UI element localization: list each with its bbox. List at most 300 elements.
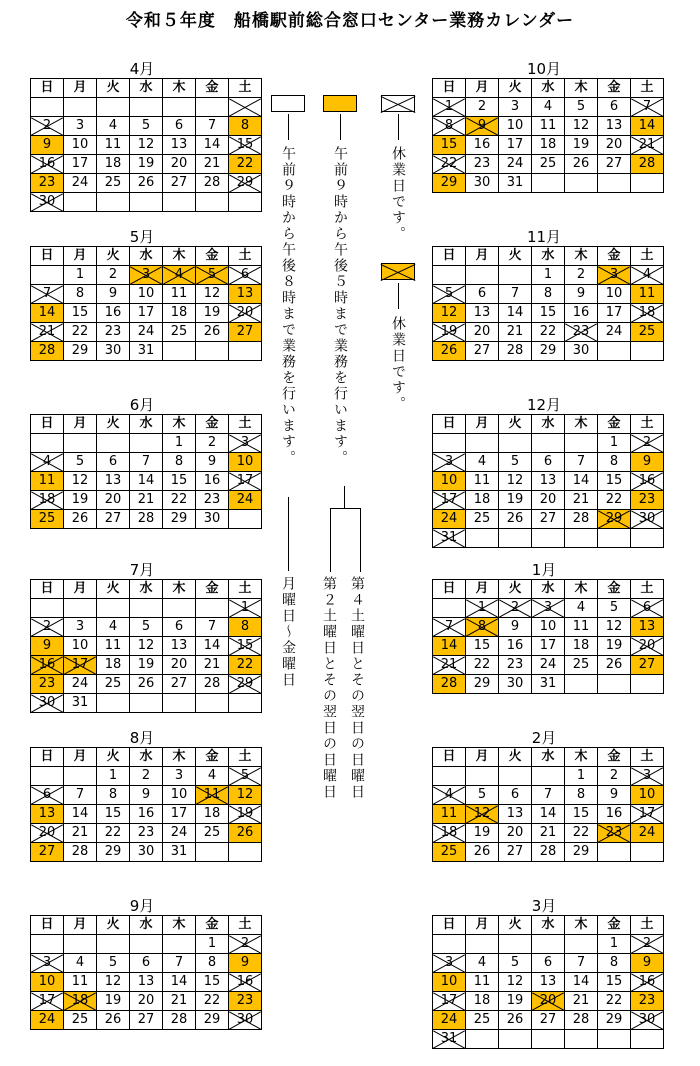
day-cell: 13: [532, 472, 565, 491]
weekday-header: 日: [433, 748, 466, 767]
weekday-header: 月: [466, 79, 499, 98]
day-cell: 19: [97, 992, 130, 1011]
day-cell: 26: [565, 155, 598, 174]
day-cell: 10: [229, 453, 262, 472]
month-table: [432, 414, 664, 548]
day-cell: 3: [64, 618, 97, 637]
day-cell: 24: [433, 1011, 466, 1030]
weekday-header: 月: [466, 916, 499, 935]
weekday-header: 日: [31, 79, 64, 98]
day-cell: 11: [532, 117, 565, 136]
week-row: [31, 767, 262, 786]
day-cell: 6: [598, 98, 631, 117]
day-cell: [31, 266, 64, 285]
white-days-text: 月曜日～金曜日: [280, 576, 296, 688]
month-table: [30, 579, 262, 713]
weekday-header: 日: [433, 916, 466, 935]
weekday-header-row: [31, 580, 262, 599]
day-cell: [163, 694, 196, 713]
day-cell: 13: [229, 285, 262, 304]
day-cell: 24: [499, 155, 532, 174]
day-cell: 20: [97, 491, 130, 510]
day-cell: 15: [466, 637, 499, 656]
weekday-header: 月: [64, 415, 97, 434]
day-cell: 8: [97, 786, 130, 805]
day-cell: 31: [64, 694, 97, 713]
day-cell: 23: [499, 656, 532, 675]
day-cell: 13: [466, 304, 499, 323]
day-cell: [631, 843, 664, 862]
day-cell: 22: [598, 992, 631, 1011]
weekday-header: 土: [229, 79, 262, 98]
day-cell: 7: [631, 98, 664, 117]
weekday-header: 火: [97, 415, 130, 434]
day-cell: 6: [466, 285, 499, 304]
day-cell: [229, 694, 262, 713]
weekday-header-row: [433, 580, 664, 599]
day-cell: [466, 434, 499, 453]
month-calendar: [30, 228, 254, 361]
day-cell: 26: [64, 510, 97, 529]
weekday-header: 木: [565, 748, 598, 767]
month-title: 11月: [526, 228, 562, 246]
day-cell: 20: [598, 136, 631, 155]
day-cell: [433, 935, 466, 954]
day-cell: 12: [64, 472, 97, 491]
day-cell: 29: [229, 675, 262, 694]
day-cell: [64, 98, 97, 117]
weekday-header: 水: [130, 247, 163, 266]
day-cell: 28: [565, 510, 598, 529]
day-cell: 12: [97, 973, 130, 992]
day-cell: 30: [31, 694, 64, 713]
legend-closed-orange-line: [398, 283, 399, 309]
day-cell: [598, 843, 631, 862]
weekday-header: 木: [565, 916, 598, 935]
day-cell: 1: [196, 935, 229, 954]
day-cell: 8: [433, 117, 466, 136]
day-cell: 16: [31, 155, 64, 174]
month-title: 4月: [129, 60, 155, 78]
day-cell: 29: [97, 843, 130, 862]
weekday-header-row: [433, 415, 664, 434]
day-cell: 21: [31, 323, 64, 342]
week-row: [31, 136, 262, 155]
day-cell: 24: [64, 174, 97, 193]
day-cell: 3: [631, 767, 664, 786]
day-cell: 13: [31, 805, 64, 824]
day-cell: 12: [196, 285, 229, 304]
weekday-header-row: [31, 916, 262, 935]
day-cell: [196, 843, 229, 862]
orange-days-text-4: 第４土曜日とその翌日の日曜日: [349, 576, 365, 800]
day-cell: 1: [163, 434, 196, 453]
day-cell: 3: [532, 599, 565, 618]
week-row: [31, 304, 262, 323]
day-cell: 19: [130, 656, 163, 675]
day-cell: [64, 599, 97, 618]
day-cell: 27: [532, 1011, 565, 1030]
day-cell: 17: [130, 304, 163, 323]
legend-orange-text: 午前９時から午後５時まで業務を行います。: [332, 146, 348, 466]
weekday-header: 火: [499, 79, 532, 98]
week-row: [433, 767, 664, 786]
day-cell: 16: [229, 973, 262, 992]
day-cell: 19: [196, 304, 229, 323]
legend-white-box: [271, 95, 305, 112]
day-cell: 31: [130, 342, 163, 361]
day-cell: 24: [631, 824, 664, 843]
day-cell: [196, 342, 229, 361]
month-table: [30, 78, 262, 212]
week-row: [433, 174, 664, 193]
day-cell: 20: [532, 491, 565, 510]
day-cell: 14: [565, 472, 598, 491]
day-cell: 3: [499, 98, 532, 117]
day-cell: 22: [196, 992, 229, 1011]
week-row: [433, 992, 664, 1011]
day-cell: [163, 98, 196, 117]
week-row: [433, 434, 664, 453]
day-cell: 5: [466, 786, 499, 805]
day-cell: 16: [499, 637, 532, 656]
day-cell: 25: [196, 824, 229, 843]
day-cell: 21: [64, 824, 97, 843]
day-cell: 29: [565, 843, 598, 862]
week-row: [31, 434, 262, 453]
day-cell: 25: [565, 656, 598, 675]
day-cell: 13: [631, 618, 664, 637]
day-cell: [598, 174, 631, 193]
day-cell: 27: [130, 1011, 163, 1030]
day-cell: 14: [433, 637, 466, 656]
week-row: [31, 599, 262, 618]
day-cell: 22: [163, 491, 196, 510]
week-row: [31, 954, 262, 973]
day-cell: [130, 98, 163, 117]
day-cell: [631, 675, 664, 694]
day-cell: [196, 694, 229, 713]
orange-days-line: [344, 486, 345, 508]
day-cell: 27: [598, 155, 631, 174]
weekday-header: 火: [97, 79, 130, 98]
weekday-header: 土: [631, 748, 664, 767]
day-cell: 2: [499, 599, 532, 618]
day-cell: 30: [31, 193, 64, 212]
day-cell: 21: [565, 491, 598, 510]
weekday-header-row: [433, 916, 664, 935]
day-cell: [31, 935, 64, 954]
day-cell: 3: [229, 434, 262, 453]
day-cell: 2: [196, 434, 229, 453]
day-cell: 6: [130, 954, 163, 973]
weekday-header: 月: [466, 748, 499, 767]
weekday-header: 水: [532, 79, 565, 98]
day-cell: 7: [196, 117, 229, 136]
day-cell: 20: [532, 992, 565, 1011]
day-cell: 2: [31, 117, 64, 136]
day-cell: [565, 1030, 598, 1049]
day-cell: 6: [229, 266, 262, 285]
weekday-header: 日: [433, 415, 466, 434]
day-cell: 29: [532, 342, 565, 361]
day-cell: 15: [532, 304, 565, 323]
weekday-header: 木: [565, 247, 598, 266]
day-cell: [97, 434, 130, 453]
weekday-header: 金: [598, 748, 631, 767]
week-row: [433, 510, 664, 529]
day-cell: 30: [466, 174, 499, 193]
weekday-header: 月: [64, 580, 97, 599]
weekday-header: 金: [196, 247, 229, 266]
day-cell: 23: [196, 491, 229, 510]
weekday-header: 月: [64, 79, 97, 98]
day-cell: [163, 935, 196, 954]
day-cell: 4: [565, 599, 598, 618]
week-row: [31, 656, 262, 675]
weekday-header: 金: [598, 79, 631, 98]
week-row: [31, 193, 262, 212]
day-cell: 22: [97, 824, 130, 843]
day-cell: 9: [466, 117, 499, 136]
day-cell: 5: [598, 599, 631, 618]
week-row: [31, 973, 262, 992]
weekday-header: 水: [532, 916, 565, 935]
day-cell: 16: [631, 472, 664, 491]
day-cell: 15: [163, 472, 196, 491]
week-row: [31, 285, 262, 304]
day-cell: [565, 529, 598, 548]
orange-days-line-4: [360, 508, 361, 572]
day-cell: 3: [130, 266, 163, 285]
day-cell: 30: [631, 510, 664, 529]
day-cell: 27: [31, 843, 64, 862]
day-cell: [196, 599, 229, 618]
day-cell: 14: [31, 304, 64, 323]
day-cell: 1: [565, 767, 598, 786]
weekday-header: 日: [31, 247, 64, 266]
day-cell: 15: [598, 472, 631, 491]
day-cell: [466, 935, 499, 954]
day-cell: 18: [631, 304, 664, 323]
day-cell: [31, 767, 64, 786]
day-cell: 22: [532, 323, 565, 342]
day-cell: 19: [565, 136, 598, 155]
month-title: 10月: [526, 60, 562, 78]
month-table: [432, 747, 664, 862]
day-cell: 19: [598, 637, 631, 656]
day-cell: 8: [532, 285, 565, 304]
day-cell: 10: [433, 973, 466, 992]
month-title: 8月: [129, 729, 155, 747]
month-calendar: [432, 396, 656, 548]
day-cell: 23: [598, 824, 631, 843]
day-cell: [229, 510, 262, 529]
day-cell: 29: [433, 174, 466, 193]
day-cell: 16: [466, 136, 499, 155]
week-row: [31, 824, 262, 843]
day-cell: 5: [130, 117, 163, 136]
day-cell: [499, 529, 532, 548]
day-cell: 21: [130, 491, 163, 510]
day-cell: 6: [631, 599, 664, 618]
day-cell: 9: [229, 954, 262, 973]
week-row: [31, 1011, 262, 1030]
day-cell: [532, 935, 565, 954]
day-cell: 16: [196, 472, 229, 491]
day-cell: [499, 434, 532, 453]
day-cell: 12: [499, 973, 532, 992]
legend-closed-line: [398, 114, 399, 140]
day-cell: 14: [163, 973, 196, 992]
weekday-header: 土: [229, 415, 262, 434]
weekday-header: 火: [97, 916, 130, 935]
month-calendar: [30, 396, 254, 529]
month-calendar: [30, 60, 254, 212]
day-cell: 10: [64, 136, 97, 155]
weekday-header: 月: [64, 247, 97, 266]
day-cell: 27: [532, 510, 565, 529]
day-cell: 1: [532, 266, 565, 285]
day-cell: 21: [631, 136, 664, 155]
weekday-header: 火: [97, 748, 130, 767]
day-cell: 28: [163, 1011, 196, 1030]
weekday-header-row: [433, 748, 664, 767]
day-cell: 23: [97, 323, 130, 342]
legend-closed-text: 休業日です。: [390, 146, 406, 242]
day-cell: 30: [130, 843, 163, 862]
day-cell: 19: [64, 491, 97, 510]
day-cell: [433, 266, 466, 285]
day-cell: 26: [598, 656, 631, 675]
day-cell: 5: [433, 285, 466, 304]
day-cell: [229, 193, 262, 212]
day-cell: 5: [64, 453, 97, 472]
weekday-header-row: [31, 748, 262, 767]
day-cell: [565, 935, 598, 954]
day-cell: 29: [229, 174, 262, 193]
day-cell: [598, 675, 631, 694]
week-row: [31, 174, 262, 193]
day-cell: 29: [163, 510, 196, 529]
day-cell: 18: [64, 992, 97, 1011]
page-title: 令和５年度 船橋駅前総合窓口センター業務カレンダー: [125, 11, 575, 31]
day-cell: 5: [229, 767, 262, 786]
weekday-header: 水: [130, 580, 163, 599]
day-cell: [97, 694, 130, 713]
weekday-header: 土: [631, 580, 664, 599]
day-cell: 18: [466, 992, 499, 1011]
day-cell: [130, 599, 163, 618]
day-cell: 8: [598, 453, 631, 472]
weekday-header: 土: [229, 916, 262, 935]
day-cell: 23: [229, 992, 262, 1011]
day-cell: 29: [598, 1011, 631, 1030]
week-row: [433, 155, 664, 174]
day-cell: 28: [196, 174, 229, 193]
day-cell: 19: [229, 805, 262, 824]
day-cell: 4: [97, 117, 130, 136]
week-row: [433, 599, 664, 618]
day-cell: 26: [130, 675, 163, 694]
day-cell: 24: [130, 323, 163, 342]
day-cell: [64, 434, 97, 453]
weekday-header: 火: [499, 748, 532, 767]
weekday-header: 木: [163, 580, 196, 599]
day-cell: 25: [532, 155, 565, 174]
day-cell: 12: [466, 805, 499, 824]
day-cell: 4: [466, 954, 499, 973]
day-cell: [532, 1030, 565, 1049]
weekday-header: 金: [196, 415, 229, 434]
weekday-header: 木: [565, 79, 598, 98]
weekday-header: 木: [565, 415, 598, 434]
weekday-header: 木: [163, 916, 196, 935]
day-cell: 20: [163, 656, 196, 675]
week-row: [31, 342, 262, 361]
weekday-header: 火: [499, 916, 532, 935]
day-cell: 11: [163, 285, 196, 304]
day-cell: 14: [130, 472, 163, 491]
day-cell: [433, 434, 466, 453]
day-cell: 3: [598, 266, 631, 285]
day-cell: 26: [499, 1011, 532, 1030]
month-calendar: [432, 729, 656, 862]
day-cell: 4: [433, 786, 466, 805]
day-cell: 12: [499, 472, 532, 491]
day-cell: 16: [130, 805, 163, 824]
day-cell: [196, 193, 229, 212]
day-cell: 2: [631, 935, 664, 954]
week-row: [31, 805, 262, 824]
week-row: [31, 637, 262, 656]
day-cell: 13: [130, 973, 163, 992]
month-title: 2月: [531, 729, 557, 747]
day-cell: 30: [499, 675, 532, 694]
day-cell: 14: [631, 117, 664, 136]
day-cell: 30: [631, 1011, 664, 1030]
day-cell: 11: [97, 637, 130, 656]
day-cell: 17: [598, 304, 631, 323]
day-cell: 22: [229, 656, 262, 675]
day-cell: 22: [598, 491, 631, 510]
day-cell: [97, 935, 130, 954]
day-cell: 26: [433, 342, 466, 361]
weekday-header: 月: [64, 748, 97, 767]
day-cell: 13: [163, 136, 196, 155]
week-row: [31, 491, 262, 510]
day-cell: 9: [31, 637, 64, 656]
day-cell: 13: [598, 117, 631, 136]
month-calendar: [432, 561, 656, 694]
month-title: 3月: [531, 897, 557, 915]
day-cell: 4: [97, 618, 130, 637]
day-cell: 21: [532, 824, 565, 843]
weekday-header: 水: [130, 748, 163, 767]
day-cell: 22: [466, 656, 499, 675]
week-row: [31, 675, 262, 694]
day-cell: 23: [31, 675, 64, 694]
weekday-header: 水: [532, 580, 565, 599]
weekday-header: 金: [196, 79, 229, 98]
weekday-header: 金: [598, 916, 631, 935]
day-cell: 8: [64, 285, 97, 304]
day-cell: 12: [229, 786, 262, 805]
day-cell: 27: [631, 656, 664, 675]
day-cell: [499, 935, 532, 954]
day-cell: 28: [499, 342, 532, 361]
weekday-header: 水: [532, 748, 565, 767]
